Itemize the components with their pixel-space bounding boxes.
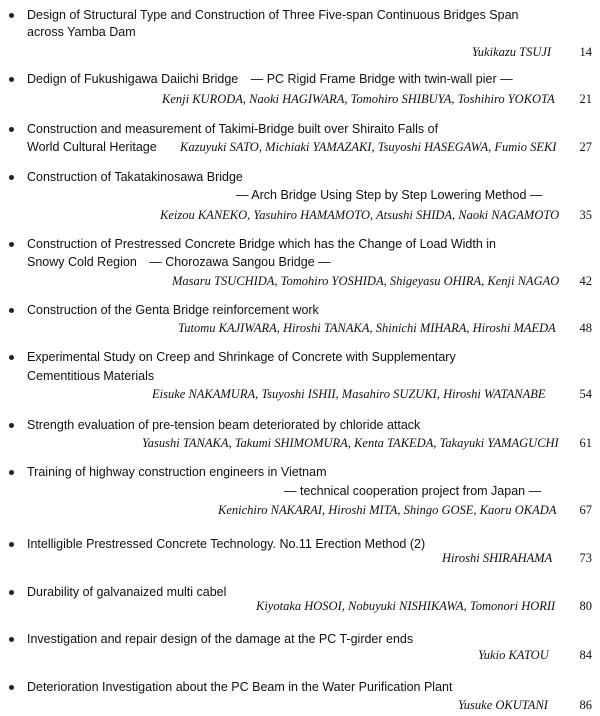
entry-title-line: Construction of the Genta Bridge reinforcement work: [27, 303, 319, 317]
entry-page-number: 54: [579, 387, 592, 401]
entry-page-number: 80: [579, 599, 592, 613]
entry-title-line: Intelligible Prestressed Concrete Technology. No.11 Erection Method (2): [27, 537, 426, 551]
entry-title-line: — technical cooperation project from Japan —: [284, 484, 542, 498]
entry-title-line: World Cultural Heritage: [27, 140, 157, 154]
entry-page-number: 61: [579, 436, 592, 450]
entry-title-line: Investigation and repair design of the damage at the PC T-girder ends: [27, 632, 414, 646]
entry-authors: Yukio KATOU: [478, 648, 549, 662]
entry-page-number: 42: [579, 274, 592, 288]
entry-page-number: 27: [579, 140, 592, 154]
bullet-icon: [9, 13, 14, 18]
entry-authors: Tutomu KAJIWARA, Hiroshi TANAKA, Shinichi MIHARA, Hiroshi MAEDA: [178, 321, 556, 335]
entry-page-number: 14: [579, 45, 592, 59]
entry-title-line: Construction and measurement of Takimi-Bridge built over Shiraito Falls of: [27, 122, 439, 136]
entry-page-number: 67: [579, 503, 592, 517]
entry-page-number: 48: [579, 321, 592, 335]
bullet-icon: [9, 242, 14, 247]
bullet-icon: [9, 685, 14, 690]
entry-page-number: 73: [579, 551, 592, 565]
entry-authors: Kiyotaka HOSOI, Nobuyuki NISHIKAWA, Tomonori HORII: [256, 599, 556, 613]
entry-authors: Kenji KURODA, Naoki HAGIWARA, Tomohiro SHIBUYA, Toshihiro YOKOTA: [162, 92, 555, 106]
entry-page-number: 84: [579, 648, 592, 662]
entry-page-number: 86: [579, 698, 592, 712]
bullet-icon: [9, 590, 14, 595]
entry-page-number: 21: [579, 92, 592, 106]
entry-authors: Kenichiro NAKARAI, Hiroshi MITA, Shingo GOSE, Kaoru OKADA: [218, 503, 557, 517]
bullet-icon: [9, 175, 14, 180]
bullet-icon: [9, 355, 14, 360]
entry-title-line: Durability of galvanaized multi cabel: [27, 585, 227, 599]
bullet-icon: [9, 423, 14, 428]
entry-title-line: Construction of Takatakinosawa Bridge: [27, 170, 243, 184]
bullet-icon: [9, 77, 14, 82]
entry-title-line: Cementitious Materials: [27, 369, 155, 383]
entry-authors: Masaru TSUCHIDA, Tomohiro YOSHIDA, Shigeyasu OHIRA, Kenji NAGAO: [172, 274, 560, 288]
bullet-icon: [9, 127, 14, 132]
entry-authors: Eisuke NAKAMURA, Tsuyoshi ISHII, Masahiro SUZUKI, Hiroshi WATANABE: [152, 387, 546, 401]
entry-page-number: 35: [579, 208, 592, 222]
entry-title-line: across Yamba Dam: [27, 25, 136, 39]
entry-authors: Kazuyuki SATO, Michiaki YAMAZAKI, Tsuyoshi HASEGAWA, Fumio SEKI: [180, 140, 557, 154]
entry-title-line: — Arch Bridge Using Step by Step Lowering Method —: [236, 188, 543, 202]
entry-authors: Keizou KANEKO, Yasuhiro HAMAMOTO, Atsushi SHIDA, Naoki NAGAMOTO: [160, 208, 560, 222]
entry-authors: Hiroshi SHIRAHAMA: [442, 551, 553, 565]
entry-authors: Yusuke OKUTANI: [458, 698, 548, 712]
bullet-icon: [9, 637, 14, 642]
entry-title-line: Strength evaluation of pre-tension beam deteriorated by chloride attack: [27, 418, 421, 432]
entry-title-line: Experimental Study on Creep and Shrinkage of Concrete with Supplementary: [27, 350, 456, 364]
bullet-icon: [9, 308, 14, 313]
entry-title-line: Construction of Prestressed Concrete Bridge which has the Change of Load Width in: [27, 237, 497, 251]
entry-title-line: Training of highway construction engineers in Vietnam: [27, 465, 327, 479]
bullet-icon: [9, 470, 14, 475]
entry-title-line: Snowy Cold Region — Chorozawa Sangou Bridge —: [27, 255, 331, 269]
bullet-icon: [9, 542, 14, 547]
entry-authors: Yasushi TANAKA, Takumi SHIMOMURA, Kenta TAKEDA, Takayuki YAMAGUCHI: [142, 436, 559, 450]
entry-title-line: Dedign of Fukushigawa Daiichi Bridge — PC Rigid Frame Bridge with twin-wall pier —: [27, 72, 513, 86]
entry-title-line: Deterioration Investigation about the PC Beam in the Water Purification Plant: [27, 680, 453, 694]
entry-authors: Yukikazu TSUJI: [472, 45, 552, 59]
entry-title-line: Design of Structural Type and Construction of Three Five-span Continuous Bridges Span: [27, 8, 519, 22]
